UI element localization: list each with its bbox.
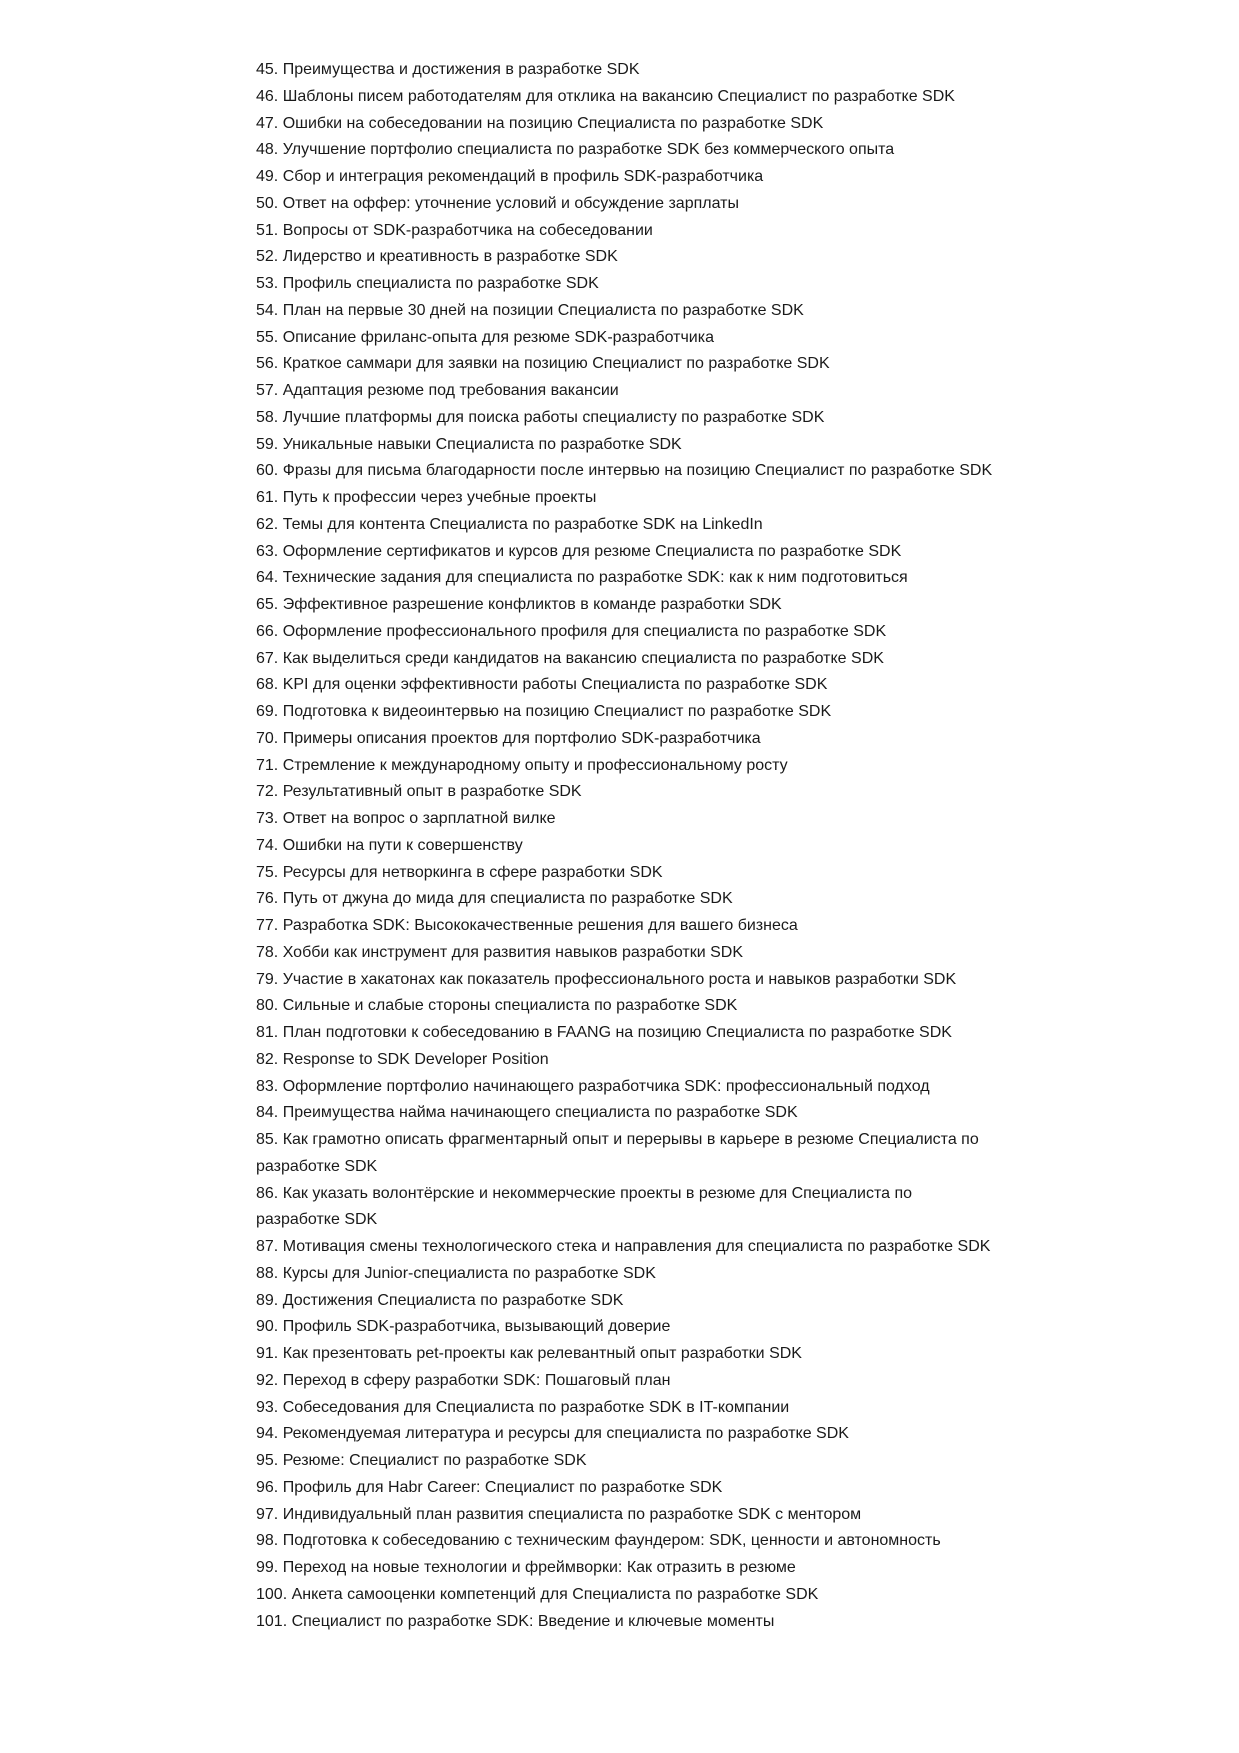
list-item: 84. Преимущества найма начинающего специалиста по разработке SDK <box>256 1104 798 1122</box>
list-item: 80. Сильные и слабые стороны специалиста по разработке SDK <box>256 997 738 1015</box>
list-item: 74. Ошибки на пути к совершенству <box>256 836 523 854</box>
list-item: 95. Резюме: Специалист по разработке SDK <box>256 1452 587 1469</box>
list-item: 93. Собеседования для Специалиста по разработке SDK в IT-компании <box>256 1398 790 1416</box>
list-item: 85. Как грамотно описать фрагментарный опыт и перерывы в карьере в резюме Специалиста по разработке SDK <box>256 1131 979 1175</box>
list-item: 70. Примеры описания проектов для портфолио SDK-разработчика <box>256 729 761 747</box>
list-item: 99. Переход на новые технологии и фреймворки: Как отразить в резюме <box>256 1559 796 1576</box>
list-item: 61. Путь к профессии через учебные проекты <box>256 489 597 506</box>
list-item: 101. Специалист по разработке SDK: Введение и ключевые моменты <box>256 1612 775 1630</box>
list-item: 67. Как выделиться среди кандидатов на вакансию специалиста по разработке SDK <box>256 649 884 667</box>
list-item: 87. Мотивация смены технологического стека и направления для специалиста по разработке SDK <box>256 1238 991 1255</box>
list-item: 63. Оформление сертификатов и курсов для резюме Специалиста по разработке SDK <box>256 542 902 560</box>
list-item: 45. Преимущества и достижения в разработке SDK <box>256 61 640 78</box>
list-item: 52. Лидерство и креативность в разработке SDK <box>256 248 618 266</box>
document-page <box>256 57 996 1635</box>
list-item: 60. Фразы для письма благодарности после интервью на позицию Специалист по разработке SDK <box>256 462 993 480</box>
list-item: 98. Подготовка к собеседованию с техническим фаундером: SDK, ценности и автономность <box>256 1532 941 1550</box>
list-item: 92. Переход в сферу разработки SDK: Пошаговый план <box>256 1371 671 1389</box>
list-item: 57. Адаптация резюме под требования вакансии <box>256 382 619 399</box>
list-item: 69. Подготовка к видеоинтервью на позицию Специалист по разработке SDK <box>256 703 832 720</box>
list-item: 88. Курсы для Junior-специалиста по разработке SDK <box>256 1264 656 1282</box>
list-item: 49. Сбор и интеграция рекомендаций в профиль SDK-разработчика <box>256 168 764 185</box>
list-item: 100. Анкета самооценки компетенций для Специалиста по разработке SDK <box>256 1585 819 1603</box>
list-item: 68. KPI для оценки эффективности работы Специалиста по разработке SDK <box>256 676 828 694</box>
list-item: 55. Описание фриланс-опыта для резюме SDK-разработчика <box>256 328 714 346</box>
list-item: 79. Участие в хакатонах как показатель профессионального роста и навыков разработки SDK <box>256 970 957 988</box>
list-item: 66. Оформление профессионального профиля для специалиста по разработке SDK <box>256 622 887 640</box>
list-item: 56. Краткое саммари для заявки на позицию Специалист по разработке SDK <box>256 355 830 373</box>
list-item: 59. Уникальные навыки Специалиста по разработке SDK <box>256 435 682 453</box>
list-item: 58. Лучшие платформы для поиска работы специалисту по разработке SDK <box>256 408 825 426</box>
list-item: 94. Рекомендуемая литература и ресурсы для специалиста по разработке SDK <box>256 1425 849 1443</box>
list-item: 71. Стремление к международному опыту и профессиональному росту <box>256 756 788 774</box>
list-item: 97. Индивидуальный план развития специалиста по разработке SDK с ментором <box>256 1505 862 1523</box>
list-item: 46. Шаблоны писем работодателям для отклика на вакансию Специалист по разработке SDK <box>256 87 955 105</box>
list-item: 64. Технические задания для специалиста по разработке SDK: как к ним подготовиться <box>256 569 908 587</box>
list-item: 62. Темы для контента Специалиста по разработке SDK на LinkedIn <box>256 515 763 533</box>
list-item: 54. План на первые 30 дней на позиции Специалиста по разработке SDK <box>256 301 804 319</box>
list-item: 77. Разработка SDK: Высококачественные решения для вашего бизнеса <box>256 917 798 934</box>
list-item: 86. Как указать волонтёрские и некоммерческие проекты в резюме для Специалиста по разработке SDK <box>256 1184 913 1229</box>
list-item: 82. Response to SDK Developer Position <box>256 1050 549 1068</box>
list-item: 91. Как презентовать pet-проекты как релевантный опыт разработки SDK <box>256 1345 802 1362</box>
list-item: 51. Вопросы от SDK-разработчика на собеседовании <box>256 221 653 239</box>
list-item: 50. Ответ на оффер: уточнение условий и обсуждение зарплаты <box>256 194 739 212</box>
list-item: 47. Ошибки на собеседовании на позицию Специалиста по разработке SDK <box>256 114 824 132</box>
list-item: 65. Эффективное разрешение конфликтов в команде разработки SDK <box>256 596 782 613</box>
list-item: 53. Профиль специалиста по разработке SDK <box>256 275 599 292</box>
list-item: 90. Профиль SDK-разработчика, вызывающий доверие <box>256 1318 671 1336</box>
topic-list <box>256 57 996 1635</box>
list-item: 75. Ресурсы для нетворкинга в сфере разработки SDK <box>256 863 663 881</box>
list-item: 48. Улучшение портфолио специалиста по разработке SDK без коммерческого опыта <box>256 141 895 159</box>
list-item: 78. Хобби как инструмент для развития навыков разработки SDK <box>256 943 744 961</box>
list-item: 81. План подготовки к собеседованию в FAANG на позицию Специалиста по разработке SDK <box>256 1024 952 1041</box>
list-item: 76. Путь от джуна до мида для специалиста по разработке SDK <box>256 890 733 908</box>
list-item: 96. Профиль для Habr Career: Специалист по разработке SDK <box>256 1478 723 1496</box>
list-item: 72. Результативный опыт в разработке SDK <box>256 783 582 801</box>
list-item: 89. Достижения Специалиста по разработке SDK <box>256 1291 624 1309</box>
list-item: 73. Ответ на вопрос о зарплатной вилке <box>256 810 556 827</box>
list-item: 83. Оформление портфолио начинающего разработчика SDK: профессиональный подход <box>256 1077 930 1095</box>
